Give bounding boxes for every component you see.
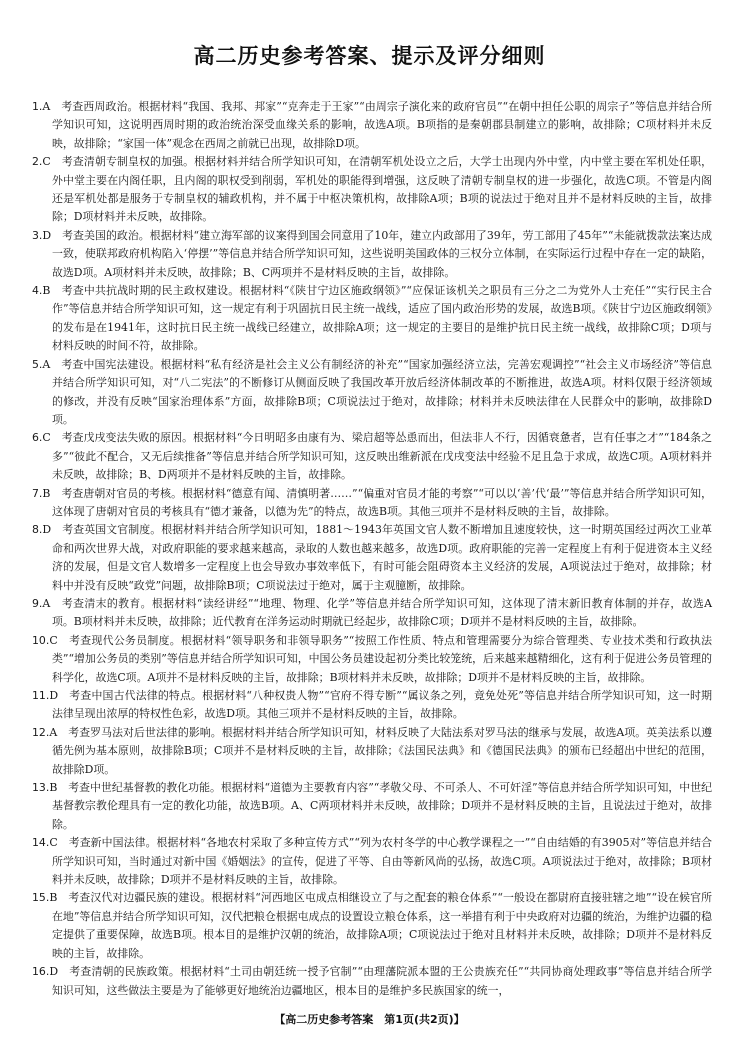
answer-number: 8. xyxy=(32,523,43,537)
answer-item xyxy=(32,963,712,1000)
answer-number: 16. xyxy=(32,965,50,979)
page-title: 高二历史参考答案、提示及评分细则 xyxy=(193,44,546,68)
answer-number: 2. xyxy=(32,155,43,169)
answer-text: C 考查新中国法律。根据材料“各地农村采取了多种宣传方式”“列为农村冬学的中心教学课程之一”“自由结婚的有3905对”等信息并结合所学知识可知，当时通过对新中国《婚姻法》的宣传，促进了平等、自由等新风尚的弘扬，故选C项。A项说法过于绝对，故排除；B项材料并未反映，故排除；D项并不是材料反映的主旨，故排除。 xyxy=(49,836,712,887)
answer-item xyxy=(32,485,712,522)
answer-number: 9. xyxy=(32,596,43,610)
answer-item xyxy=(32,227,712,282)
answer-item xyxy=(32,356,712,430)
answer-item xyxy=(32,429,712,484)
answer-item xyxy=(32,521,712,595)
answer-text: C 考查现代公务员制度。根据材料“领导职务和非领导职务”“按照工作性质、特点和管理需要分为综合管理类、专业技术类和行政执法类”“增加公务员的类别”等信息并结合所学知识可知，中国公务员建设起初分类比较笼统，后来越来越精细化，这有利于促进公务员管理的科学化，故选C项。A项并不是材料反映的主旨，故排除；B项材料并未反映，故排除；D项并不是材料反映的主旨，故排除。 xyxy=(49,633,712,684)
answer-number: 5. xyxy=(32,357,43,371)
answer-text: A 考查西周政治。根据材料“我国、我邦、邦家”“克奔走于王家”“由周宗子演化来的政府官员”“在朝中担任公职的周宗子”等信息并结合所学知识可知，这说明西周时期的政治统治深受血缘关系的影响，故选A项。B项指的是秦朝郡县制建立的影响，故排除；C项材料并未反映，故排除；“家国一体”观念在西周之前就已出现，故排除D项。 xyxy=(42,100,712,150)
answer-text: D 考查清朝的民族政策。根据材料“土司由朝廷统一授予官制”“由理藩院派本盟的王公贵族充任”“共同协商处理政事”等信息并结合所学知识可知，这些做法主要是为了能够更好地统治边疆地区，根本目的是维护多民族国家的统一， xyxy=(49,965,712,997)
answer-text: C 考查戊戌变法失败的原因。根据材料“今日明昭多由康有为、梁启超等怂恿而出，但法非人不行，因循衰惫者，岂有任事之才”“184条之多”“彼此不配合，又无后续推备”等信息并结合所学知识可知，这反映出维新派在戊戌变法中经验不足且急于求成，故选C项。A项材料并未反映，故排除；B、D两项并不是材料反映的主旨，故排除。 xyxy=(42,431,712,482)
answer-number: 6. xyxy=(32,431,43,445)
answer-text: D 考查美国的政治。根据材料“建立海军部的议案得到国会同意用了10年，建立内政部用了39年，劳工部用了45年”“未能就拨款法案达成一致，使联邦政府机构陷入‘停摆’”等信息并结合所学知识可知，这些说明美国政体的三权分立体制，在实际运行过程中存在一定的缺陷，故选D项。A项材料并未反映，故排除；B、C两项并不是材料反映的主旨，故排除。 xyxy=(42,228,712,279)
answer-number: 14. xyxy=(32,836,50,850)
answer-text: B 考查中共抗战时期的民主政权建设。根据材料“《陕甘宁边区施政纲领》”“应保证该机关之职员有三分之二为党外人士充任”“实行民主合作”等信息并结合所学知识可知，这一规定有利于巩固抗日民主统一战线，适应了国内政治形势的发展，故选B项。《陕甘宁边区施政纲领》的发布是在1941年，这时抗日民主统一战线已经建立，故排除A项；这一规定的主要目的是维护抗日民主统一战线，故排除C项；D项与材料反映的时间不符，故排除。 xyxy=(42,284,712,353)
answer-item xyxy=(32,834,712,889)
answer-number: 7. xyxy=(32,486,43,500)
answer-text: A 考查中国宪法建设。根据材料“私有经济是社会主义公有制经济的补充”“国家加强经济立法，完善宏观调控”“社会主义市场经济”等信息并结合所学知识可知，对“八二宪法”的不断修订从侧面反映了我国改革开放后经济体制改革的不断推进，故选A项。材料仅限于经济领域的修改，并没有反映“国家治理体系”方面，故排除B项；C项说法过于绝对，故排除；材料并未反映法律在人民群众中的影响，故排除D项。 xyxy=(42,357,712,426)
answer-item xyxy=(32,779,712,834)
answer-text: D 考查英国文官制度。根据材料并结合所学知识可知，1881～1943年英国文官人数不断增加且速度较快，这一时期英国经过两次工业革命和两次世界大战，对政府职能的要求越来越高，录取的人数也越来越多，故选D项。政府职能的完善一定程度上有利于促进资本主义经济的发展，但是文官人数增多一定程度上也会导致办事效率低下，有时可能会阻碍资本主义经济的发展，A项说法过于绝对，故排除；材料中并没有反映“政党”问题，故排除B项；C项说法过于绝对，属于主观臆断，故排除。 xyxy=(42,523,712,592)
answer-item xyxy=(32,98,712,153)
answer-item xyxy=(32,153,712,227)
answer-item xyxy=(32,632,712,687)
answer-number: 4. xyxy=(32,284,43,298)
answer-number: 13. xyxy=(32,781,50,795)
answer-number: 15. xyxy=(32,891,50,905)
answer-text: C 考查清朝专制皇权的加强。根据材料并结合所学知识可知，在清朝军机处设立之后，大学士出现内外中堂，内中堂主要在军机处任职，外中堂主要在内阁任职，且内阁的职权受到削弱，军机处的职能得到增强，这反映了清朝专制皇权的进一步强化，故选C项。不管是内阁还是军机处都是服务于专制皇权的辅政机构，并不属于中枢决策机构，故排除A项；B项的说法过于绝对且并不是材料反映的主旨，故排除；D项材料并未反映，故排除。 xyxy=(42,155,712,224)
answer-item xyxy=(32,595,712,632)
answer-item xyxy=(32,889,712,963)
answer-item xyxy=(32,687,712,724)
answer-number: 12. xyxy=(32,725,50,739)
answer-text: A 考查罗马法对后世法律的影响。根据材料并结合所学知识可知，材料反映了大陆法系对罗马法的继承与发展，故选A项。英美法系以遵循先例为基本原则，故排除B项；C项并不是材料反映的主旨，故排除；《法国民法典》和《德国民法典》的颁布已经超出中世纪的范围，故排除D项。 xyxy=(49,725,712,776)
answer-number: 3. xyxy=(32,228,43,242)
answer-list xyxy=(32,98,712,1000)
answer-text: D 考查中国古代法律的特点。根据材料“八种权贵人物”“官府不得专断”“属议条之列，竟免处死”等信息并结合所学知识可知，这一时期法律呈现出浓厚的特权性色彩，故选D项。其他三项并不是材料反映的主旨，故排除。 xyxy=(49,689,712,721)
answer-number: 10. xyxy=(32,633,50,647)
answer-text: B 考查中世纪基督教的教化功能。根据材料“道德为主要教育内容”“孝敬父母、不可杀人、不可奸淫”等信息并结合所学知识可知，中世纪基督教宗教伦理具有一定的教化功能，故选B项。A、C两项材料并未反映，故排除；D项并不是材料反映的主旨，且说法过于绝对，故排除。 xyxy=(49,781,712,831)
page-footer: 【高二历史参考答案 第1页(共2页)】 xyxy=(274,1013,465,1026)
answer-number: 11. xyxy=(32,689,50,702)
answer-item xyxy=(32,724,712,779)
answer-number: 1. xyxy=(32,100,43,113)
answer-text: B 考查汉代对边疆民族的建设。根据材料“河西地区屯成点相继设立了与之配套的粮仓体系”“一般设在都尉府直接驻辖之地”“设在候官所在地”等信息并结合所学知识可知，汉代把粮仓根据屯成点的设置设立粮仓体系，这一举措有利于中央政府对边疆的统治，为维护边疆的稳定提供了重要保障，故选B项。根本目的是维护汉朝的统治，故排除A项；C项说法过于绝对且材料并未反映，故排除；D项并不是材料反映的主旨，故排除。 xyxy=(49,891,712,960)
answer-item xyxy=(32,282,712,356)
answer-text: A 考查清末的教育。根据材料“读经讲经”“地理、物理、化学”等信息并结合所学知识可知，这体现了清末新旧教育体制的并存，故选A项。B项材料并未反映，故排除；近代教育在洋务运动时期就已经起步，故排除C项；D项并不是材料反映的主旨，故排除。 xyxy=(42,596,712,629)
answer-text: B 考查唐朝对官员的考核。根据材料“德意有闻、清慎明著……”“偏重对官员才能的考察”“可以以‘善’代‘最’”等信息并结合所学知识可知，这体现了唐朝对官员的考核具有“德才兼备，以德为先”的特点，故选B项。其他三项并不是材料反映的主旨，故排除。 xyxy=(42,486,712,518)
